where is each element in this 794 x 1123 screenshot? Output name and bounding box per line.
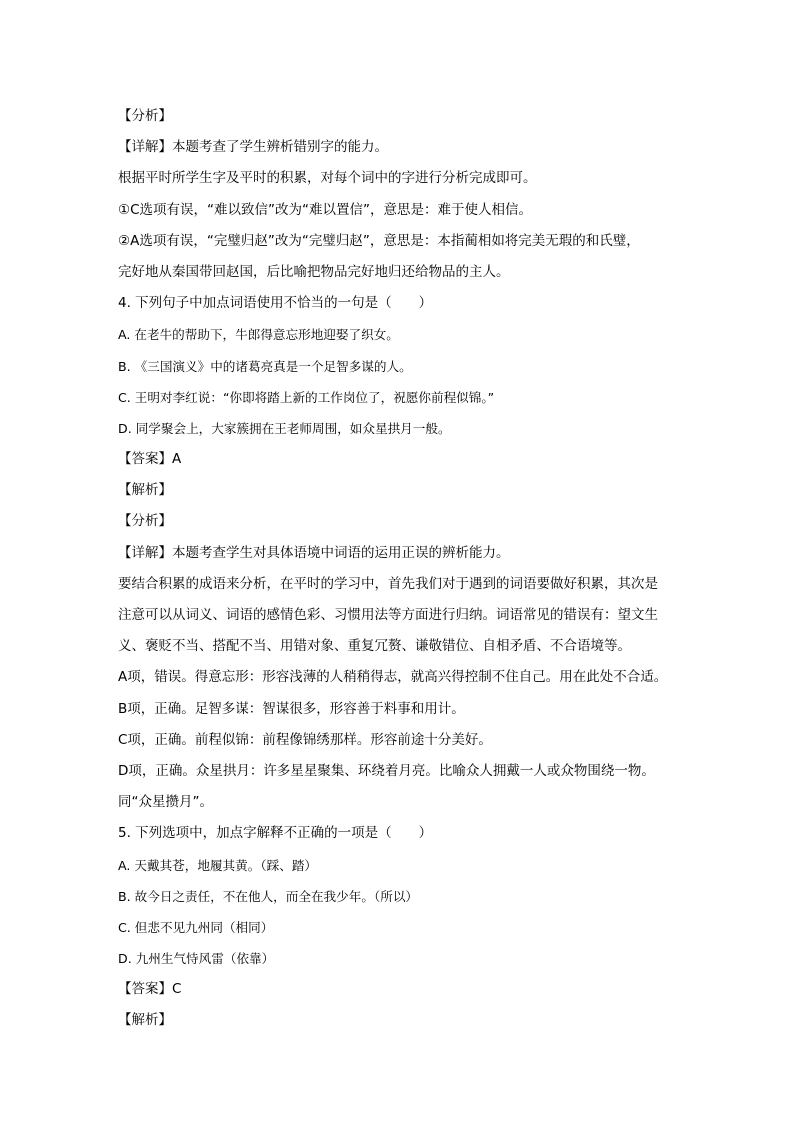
answer-label: 【答案】A — [118, 451, 182, 468]
document-page — [118, 101, 678, 1037]
question-5-option-b: B. 故今日之责任，不在他人，而全在我少年。（所以） — [118, 888, 419, 904]
question-4-option-a: A. 在老牛的帮助下，牛郎得意忘形地迎娶了织女。 — [118, 327, 399, 343]
body-text: ②A选项有误，“完璧归赵”改为“完璧归赵”，意思是：本指蔺相如将完美无瑕的和氏璧， — [118, 232, 640, 249]
body-text: B项，正确。足智多谋：智谋很多，形容善于料事和用计。 — [118, 700, 465, 717]
question-4-option-b: B. 《三国演义》中的诸葛亮真是一个足智多谋的人。 — [118, 358, 412, 374]
question-4-option-c: C. 王明对李红说：“你即将踏上新的工作岗位了，祝愿你前程似锦。” — [118, 389, 495, 405]
body-text: A项，错误。得意忘形：形容浅薄的人稍稍得志，就高兴得控制不住自己。用在此处不合适。 — [118, 669, 668, 686]
question-5-option-a: A. 天戴其苍，地履其黄。（踩、踏） — [118, 857, 318, 873]
body-text: 完好地从秦国带回赵国，后比喻把物品完好地归还给物品的主人。 — [118, 263, 510, 280]
answer-label: 【答案】C — [118, 981, 182, 998]
explanation-label: 【解析】 — [118, 1012, 172, 1029]
section-heading-analysis: 【分析】 — [118, 513, 172, 530]
question-5-option-c: C. 但悲不见九州同（相同） — [118, 919, 274, 935]
question-5-option-d: D. 九州生气恃风雷（依靠） — [118, 951, 275, 967]
body-text: 注意可以从词义、词语的感情色彩、习惯用法等方面进行归纳。词语常见的错误有：望文生 — [118, 607, 658, 623]
body-text: 根据平时所学生字及平时的积累，对每个词中的字进行分析完成即可。 — [118, 170, 537, 187]
body-text: D项，正确。众星拱月：许多星星聚集、环绕着月亮。比喻众人拥戴一人或众物围绕一物。 — [118, 762, 655, 779]
body-text: 要结合积累的成语来分析，在平时的学习中，首先我们对于遇到的词语要做好积累，其次是 — [118, 575, 658, 592]
body-text: 同“众星攒月”。 — [118, 794, 213, 811]
explanation-label: 【解析】 — [118, 482, 172, 499]
body-text: 义、褒贬不当、搭配不当、用错对象、重复冗赘、谦敬错位、自相矛盾、不合语境等。 — [118, 638, 631, 655]
question-4-option-d: D. 同学聚会上，大家簇拥在王老师周围，如众星拱月一般。 — [118, 420, 451, 436]
section-heading-analysis: 【分析】 — [118, 108, 172, 124]
detail-paragraph: 【详解】本题考查学生对具体语境中词语的运用正误的辨析能力。 — [118, 544, 510, 561]
detail-paragraph: 【详解】本题考查了学生辨析错别字的能力。 — [118, 139, 388, 156]
question-5-stem: 5. 下列选项中，加点字解释不正确的一项是（ ） — [118, 825, 433, 842]
body-text: ①C选项有误，“难以致信”改为“难以置信”，意思是：难于使人相信。 — [118, 201, 533, 218]
question-4-stem: 4. 下列句子中加点词语使用不恰当的一句是（ ） — [118, 295, 433, 312]
body-text: C项，正确。前程似锦：前程像锦绣那样。形容前途十分美好。 — [118, 731, 492, 748]
